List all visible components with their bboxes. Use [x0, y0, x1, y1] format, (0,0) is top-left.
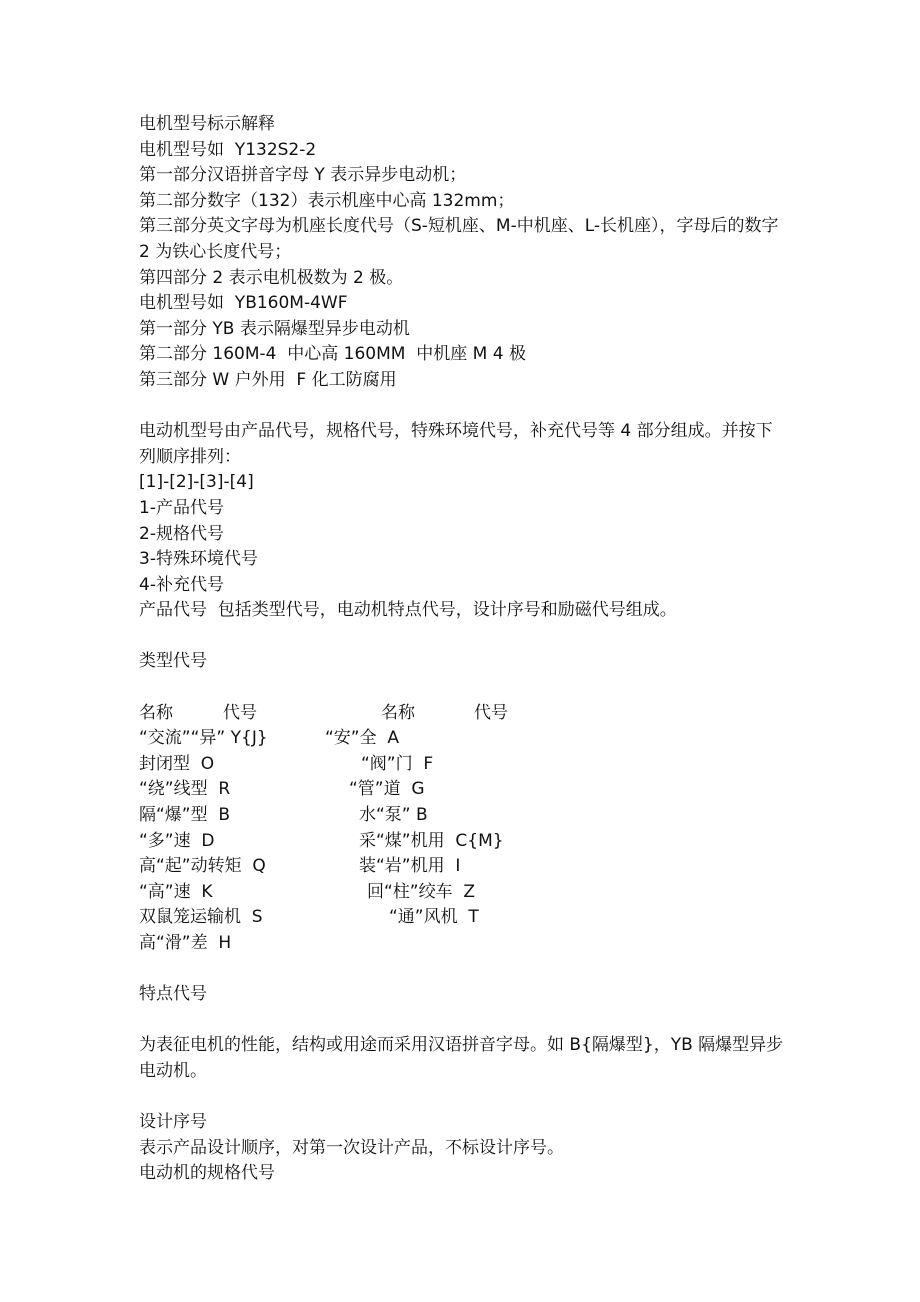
row-right: 回“柱”绞车 Z: [367, 881, 476, 902]
spacer: [139, 957, 789, 983]
text-paragraph: 为表征电机的性能，结构或用途而采用汉语拼音字母。如 B{隔爆型}，YB 隔爆型异步电动机。: [139, 1035, 784, 1081]
header-name-1: 名称: [139, 702, 173, 723]
text-paragraph: 电动机型号由产品代号，规格代号，特殊环境代号，补充代号等 4 部分组成。并按下列顺序排列：: [139, 421, 773, 467]
spacer: [139, 394, 789, 420]
type-code-table-header: [139, 701, 789, 727]
text-line: 表示产品设计顺序，对第一次设计产品，不标设计序号。: [139, 1137, 564, 1158]
row-left: 高“滑”差 H: [139, 933, 232, 953]
text-line: 第四部分 2 表示电机极数为 2 极。: [139, 267, 404, 288]
section-heading: 类型代号: [139, 651, 207, 672]
text-line: 4-补充代号: [139, 574, 224, 595]
text-line: 第三部分 W 户外用 F 化工防腐用: [139, 369, 397, 390]
table-row: [139, 905, 789, 931]
text-line: 产品代号 包括类型代号，电动机特点代号，设计序号和励磁代号组成。: [139, 600, 677, 621]
row-right: 采“煤”机用 C{M}: [359, 830, 504, 851]
table-row: [139, 854, 789, 880]
row-right: “管”道 G: [349, 779, 425, 800]
table-row: [139, 931, 789, 957]
section-heading: 特点代号: [139, 984, 207, 1005]
table-row: [139, 726, 789, 752]
section-heading: 电动机的规格代号: [139, 1163, 275, 1184]
header-name-2: 名称: [381, 702, 415, 723]
row-left: “交流”“异” Y{J}: [139, 728, 268, 749]
text-line: 3-特殊环境代号: [139, 549, 258, 570]
spacer: [139, 624, 789, 650]
row-left: 隔“爆”型 B: [139, 805, 231, 826]
table-row: [139, 880, 789, 906]
text-line: 2-规格代号: [139, 523, 224, 544]
row-left: “绕”线型 R: [139, 779, 231, 800]
row-right: 装“岩”机用 I: [359, 856, 461, 877]
row-right: 水“泵” B: [359, 805, 428, 826]
row-right: “通”风机 T: [389, 907, 479, 928]
text-line: 第二部分数字（132）表示机座中心高 132mm；: [139, 190, 515, 211]
row-right: “安”全 A: [325, 728, 400, 749]
spacer: [139, 675, 789, 701]
text-line: 第二部分 160M-4 中心高 160MM 中机座 M 4 极: [139, 344, 526, 365]
section-heading: 设计序号: [139, 1112, 207, 1133]
spacer: [139, 1085, 789, 1111]
row-left: 封闭型 O: [139, 753, 215, 774]
row-left: “高”速 K: [139, 881, 213, 902]
row-right: “阀”门 F: [361, 753, 434, 774]
text-line: 第一部分 YB 表示隔爆型异步电动机: [139, 318, 410, 339]
text-line: 1-产品代号: [139, 497, 224, 518]
row-left: 高“起”动转矩 Q: [139, 856, 266, 877]
table-row: [139, 752, 789, 778]
spacer: [139, 1008, 789, 1034]
doc-title: 电机型号标示解释: [139, 114, 275, 134]
row-left: 双鼠笼运输机 S: [139, 907, 263, 928]
table-row: [139, 777, 789, 803]
document-body: [139, 112, 789, 1187]
text-line: [1]-[2]-[3]-[4]: [139, 472, 254, 493]
text-line: 第一部分汉语拼音字母 Y 表示异步电动机；: [139, 165, 467, 186]
header-code-1: 代号: [223, 702, 257, 723]
text-paragraph: 第三部分英文字母为机座长度代号（S-短机座、M-中机座、L-长机座），字母后的数字 2 为铁心长度代号；: [139, 216, 779, 262]
table-row: [139, 829, 789, 855]
row-left: “多”速 D: [139, 830, 215, 851]
header-code-2: 代号: [474, 702, 508, 723]
text-line: 电机型号如 Y132S2-2: [139, 139, 317, 160]
text-line: 电机型号如 YB160M-4WF: [139, 293, 348, 314]
table-row: [139, 803, 789, 829]
